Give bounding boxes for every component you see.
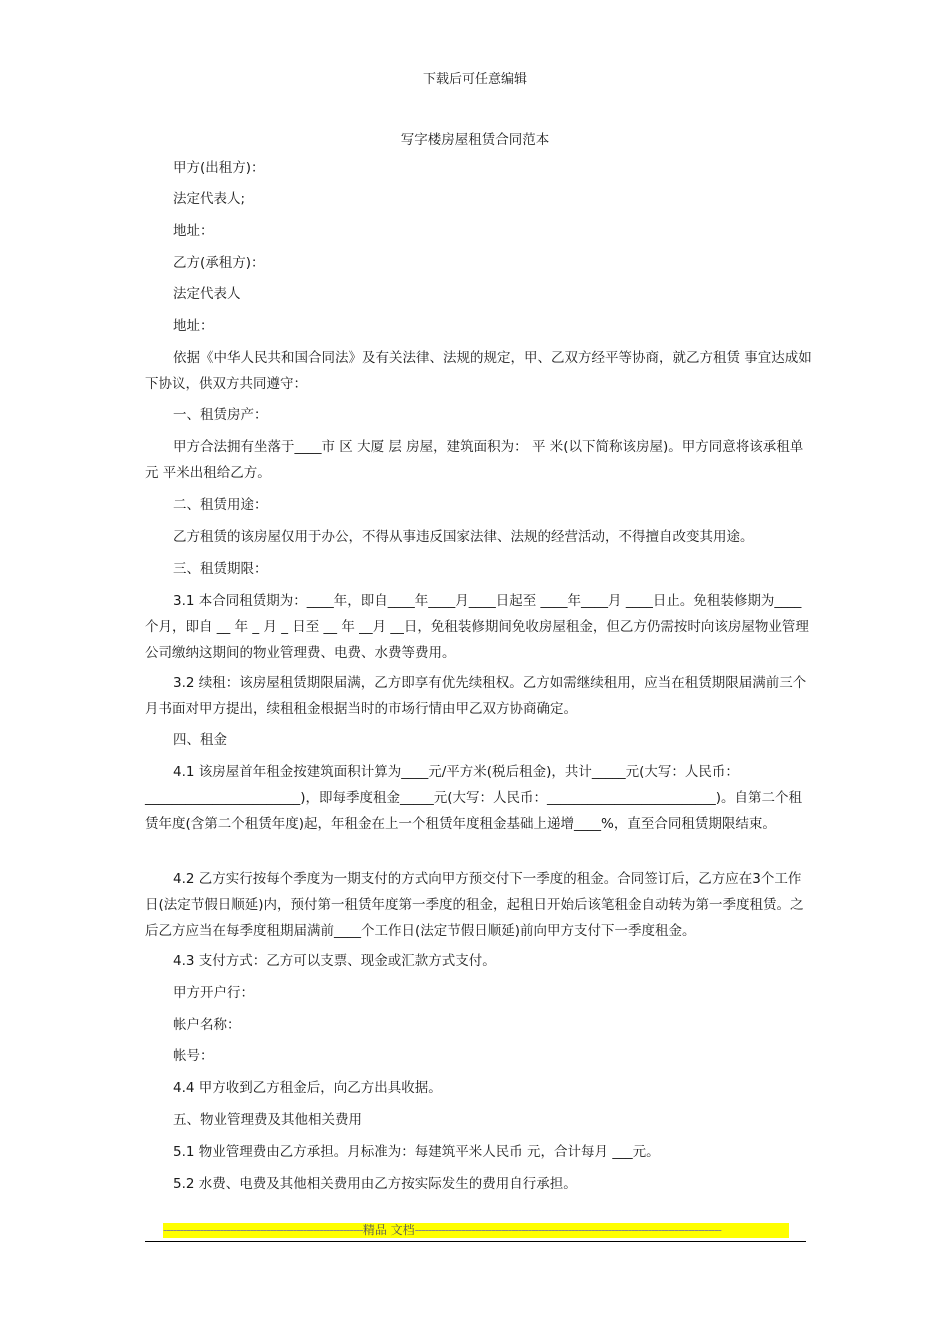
clause-3-2: 3.2 续租：该房屋租赁期限届满，乙方即享有优先续租权。乙方如需继续租用，应当在租赁期限届满前三个月书面对甲方提出，续租租金根据当时的市场行情由甲乙双方协商确定。 xyxy=(145,675,807,717)
clause-5-1: 5.1 物业管理费由乙方承担。月标准为：每建筑平米人民币 元，合计每月 ___元。 xyxy=(173,1144,660,1160)
bank-name-field: 甲方开户行： xyxy=(173,985,254,1001)
clause-4-3: 4.3 支付方式：乙方可以支票、现金或汇款方式支付。 xyxy=(173,953,496,969)
party-a-address: 地址： xyxy=(173,223,214,239)
section-2-body: 乙方租赁的该房屋仅用于办公，不得从事违反国家法律、法规的经营活动，不得擅自改变其用途。 xyxy=(173,529,754,545)
section-5-heading: 五、物业管理费及其他相关费用 xyxy=(173,1112,362,1128)
account-name-field: 帐户名称： xyxy=(173,1017,241,1033)
clause-5-2: 5.2 水费、电费及其他相关费用由乙方按实际发生的费用自行承担。 xyxy=(173,1176,577,1192)
footer-banner xyxy=(163,1223,789,1238)
party-b-address: 地址： xyxy=(173,318,214,334)
footer-dash-left: ------------------------------------------------------------ xyxy=(163,1223,363,1237)
footer-label: 精品 文档 xyxy=(362,1223,415,1237)
document-title: 写字楼房屋租赁合同范本 xyxy=(400,132,550,148)
party-b-representative: 法定代表人 xyxy=(173,286,241,302)
section-3-heading: 三、租赁期限： xyxy=(173,561,268,577)
clause-3-1: 3.1 本合同租赁期为：____年，即自____年____月____日起至 ____年____月 ____日止。免租装修期为____个月，即自 __ 年 _ 月 _ 日至 __ 年 __月 __日，免租装修期间免收房屋租金，但乙方仍需按时向该房屋物业管理公司缴纳这期间的物业管理费、电费、水费等费用。 xyxy=(145,593,809,661)
party-b-label: 乙方(承租方)： xyxy=(173,255,265,271)
party-a-representative: 法定代表人; xyxy=(173,191,246,207)
footer-dash-right: -------------------------------------------------------------------------------------------- xyxy=(414,1223,722,1237)
top-note: 下载后可任意编辑 xyxy=(422,72,527,87)
section-1-heading: 一、租赁房产： xyxy=(173,407,268,423)
account-number-field: 帐号： xyxy=(173,1048,214,1064)
preamble-paragraph: 依据《中华人民共和国合同法》及有关法律、法规的规定，甲、乙双方经平等协商，就乙方租赁 事宜达成如下协议，供双方共同遵守： xyxy=(145,350,812,392)
section-4-heading: 四、租金 xyxy=(173,732,227,748)
section-2-heading: 二、租赁用途： xyxy=(173,497,268,513)
clause-4-2: 4.2 乙方实行按每个季度为一期支付的方式向甲方预交付下一季度的租金。合同签订后，乙方应在3个工作日(法定节假日顺延)内，预付第一租赁年度第一季度的租金，起租日开始后该笔租金自动转为第一季度租赁。之后乙方应当在每季度租期届满前____个工作日(法定节假日顺延)前向甲方支付下一季度租金。 xyxy=(145,871,804,939)
clause-4-1: 4.1 该房屋首年租金按建筑面积计算为____元/平方米(税后租金)，共计_____元(大写：人民币：_______________________)，即每季度租金_____元(大写：人民币：_________________________)。自第二个租赁年度(含第二个租赁年度)起，年租金在上一个租赁年度租金基础上递增____%，直至合同租赁期限结束。 xyxy=(145,764,803,832)
footer-rule xyxy=(145,1241,806,1242)
section-1-body: 甲方合法拥有坐落于____市 区 大厦 层 房屋，建筑面积为： 平 米(以下简称该房屋)。甲方同意将该承租单元 平米出租给乙方。 xyxy=(145,439,804,481)
clause-4-4: 4.4 甲方收到乙方租金后，向乙方出具收据。 xyxy=(173,1080,442,1096)
party-a-label: 甲方(出租方)： xyxy=(173,160,265,176)
